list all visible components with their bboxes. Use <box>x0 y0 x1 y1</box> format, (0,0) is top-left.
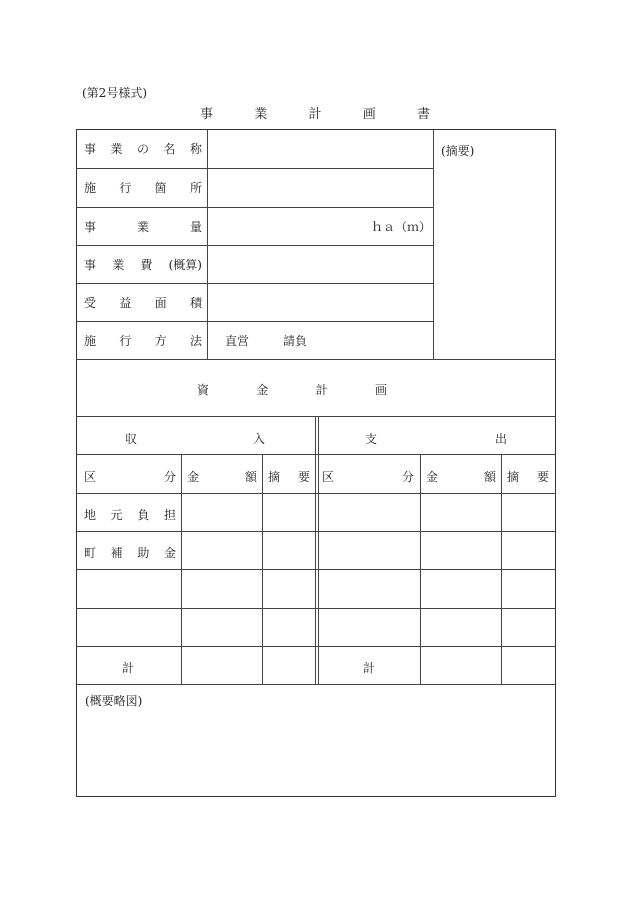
remarks-label: (摘要) <box>441 144 475 158</box>
funding-title: 資 金 計 画 <box>197 383 387 397</box>
label-location: 施 行 箇 所 <box>84 181 202 195</box>
label-benefit-area: 受 益 面 積 <box>84 296 202 310</box>
quantity-unit: ｈａ（ｍ） <box>371 220 432 234</box>
label-method: 施 行 方 法 <box>84 334 202 348</box>
income-col-remarks: 摘 要 <box>268 470 310 484</box>
expense-col-amount: 金 額 <box>426 470 496 484</box>
expense-col-category: 区 分 <box>322 470 414 484</box>
label-quantity: 事 業 量 <box>84 220 202 234</box>
income-total-label: 計 <box>122 661 135 675</box>
expense-label: 支 出 <box>365 432 507 446</box>
label-cost: 事 業 費 (概算) <box>84 258 202 272</box>
income-row-subsidy: 町 補 助 金 <box>84 546 176 560</box>
label-project-name: 事 業 の 名 称 <box>84 142 202 156</box>
form-frame <box>76 129 556 797</box>
expense-total-label: 計 <box>363 661 376 675</box>
sketch-label: (概要略図) <box>85 694 143 708</box>
income-label: 収 入 <box>125 432 265 446</box>
form-number: (第2号様式) <box>82 86 147 100</box>
income-col-category: 区 分 <box>84 470 176 484</box>
expense-col-remarks: 摘 要 <box>507 470 549 484</box>
method-contract: 請負 <box>283 334 308 348</box>
income-col-amount: 金 額 <box>187 470 257 484</box>
income-row-local: 地 元 負 担 <box>84 508 176 522</box>
document-title: 事 業 計 画 書 <box>200 107 430 122</box>
method-direct: 直営 <box>225 334 250 348</box>
